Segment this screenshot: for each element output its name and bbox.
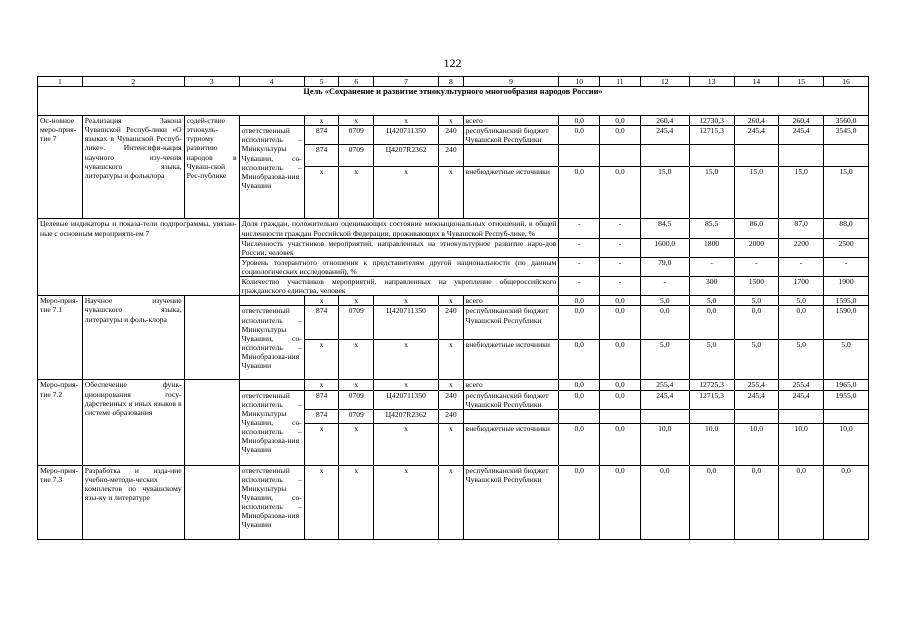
value-cell: 245,4 <box>734 126 779 145</box>
value-cell: 0,0 <box>559 126 600 145</box>
value-cell: 15,0 <box>734 167 779 219</box>
value-cell: 0,0 <box>600 116 641 126</box>
executor-cell: ответственный исполнитель – Минкультуры Чувашии, со-исполнитель – Минобразова-ния Чувашии <box>239 126 304 219</box>
value-cell: 10,0 <box>640 423 689 465</box>
value-cell: - <box>640 277 689 296</box>
value-cell: 86,0 <box>734 219 779 238</box>
value-cell: 10,0 <box>734 423 779 465</box>
activity-number: Ос-новное меро-прия-тие 7 <box>38 116 83 219</box>
code-cell: x <box>374 340 439 380</box>
value-cell: 245,4 <box>734 390 779 409</box>
value-cell: 1955,0 <box>824 390 869 409</box>
expense-type-code: x <box>439 116 463 126</box>
value-cell: 15,0 <box>824 167 869 219</box>
value-cell: 79,0 <box>640 257 689 276</box>
target-article-code: Ц4207R2362 <box>374 145 439 167</box>
value-cell: 260,4 <box>640 116 689 126</box>
value-cell: 12730,3 <box>689 116 734 126</box>
value-cell <box>779 409 824 423</box>
value-cell: 245,4 <box>779 390 824 409</box>
column-number: 14 <box>734 77 779 87</box>
value-cell: 245,4 <box>640 126 689 145</box>
value-cell: 2500 <box>824 238 869 257</box>
value-cell: 0,0 <box>559 167 600 219</box>
target-article-code: x <box>374 116 439 126</box>
activity-7-3 <box>38 465 869 539</box>
activity-number: Меро-прия-тие 7.3 <box>38 465 83 539</box>
code-cell: Ц420711350 <box>374 306 439 340</box>
grbs-code: 874 <box>304 126 339 145</box>
column-number: 11 <box>600 77 641 87</box>
value-cell: - <box>779 257 824 276</box>
value-cell: 0,0 <box>559 296 600 306</box>
value-cell: 5,0 <box>824 340 869 380</box>
code-cell: x <box>439 465 463 539</box>
column-number-row <box>38 77 869 87</box>
code-cell: 240 <box>439 306 463 340</box>
code-cell: 874 <box>304 306 339 340</box>
activity-7-1 <box>38 296 869 380</box>
value-cell: 84,5 <box>640 219 689 238</box>
column-number: 12 <box>640 77 689 87</box>
value-cell: 0,0 <box>559 380 600 390</box>
funding-source: внебюджетные источники <box>463 167 559 219</box>
code-cell: x <box>374 296 439 306</box>
section-code: x <box>339 380 374 390</box>
value-cell: - <box>600 219 641 238</box>
expense-type-code: 240 <box>439 409 463 423</box>
goal-row <box>38 87 869 116</box>
value-cell: - <box>600 238 641 257</box>
column-number: 7 <box>374 77 439 87</box>
grbs-code: x <box>304 380 339 390</box>
section-code: x <box>339 116 374 126</box>
executor-cell: ответственный исполнитель – Минкультуры Чувашии, со-исполнитель – Минобразова-ния Чувашии <box>239 390 304 465</box>
value-cell: 0,0 <box>600 423 641 465</box>
value-cell: 12715,3 <box>689 126 734 145</box>
value-cell: 300 <box>689 277 734 296</box>
code-cell: 0709 <box>339 306 374 340</box>
value-cell <box>600 409 641 423</box>
value-cell <box>824 409 869 423</box>
value-cell: - <box>559 257 600 276</box>
value-cell <box>559 409 600 423</box>
section-code: 0709 <box>339 126 374 145</box>
value-cell: 0,0 <box>779 306 824 340</box>
funding-source: республиканский бюджет Чувашской Республики <box>463 126 559 145</box>
funding-source: республиканский бюджет Чувашской Республики <box>463 390 559 409</box>
code-cell: x <box>304 465 339 539</box>
value-cell: - <box>600 257 641 276</box>
section-code: 0709 <box>339 409 374 423</box>
activity-number: Меро-прия-тие 7.1 <box>38 296 83 380</box>
value-cell: 0,0 <box>689 306 734 340</box>
value-cell: 0,0 <box>640 465 689 539</box>
value-cell: 0,0 <box>600 390 641 409</box>
activity-effect <box>184 465 239 539</box>
section-code: 0709 <box>339 145 374 167</box>
value-cell <box>640 145 689 167</box>
value-cell: 260,4 <box>779 116 824 126</box>
code-cell: x <box>439 340 463 380</box>
value-cell: 0,0 <box>824 465 869 539</box>
value-cell: 12715,3 <box>689 390 734 409</box>
indicator-text: Количество участников мероприятий, направленных на укрепление общероссийского гражданского единства, человек <box>239 277 559 296</box>
expense-type-code: 240 <box>439 126 463 145</box>
value-cell: 15,0 <box>779 167 824 219</box>
expense-type-code: 240 <box>439 390 463 409</box>
activity-name: Научное изучение чувашского языка, литературы и фоль-клора <box>82 296 184 380</box>
value-cell: 0,0 <box>559 340 600 380</box>
value-cell: 88,0 <box>824 219 869 238</box>
expense-type-code: x <box>439 380 463 390</box>
column-number: 13 <box>689 77 734 87</box>
value-cell: 0,0 <box>600 306 641 340</box>
value-cell: 0,0 <box>600 296 641 306</box>
grbs-code: x <box>304 167 339 219</box>
value-cell: 0,0 <box>559 116 600 126</box>
value-cell: 245,4 <box>779 126 824 145</box>
indicators-label: Целевые индикаторы и показа-тели подпрограммы, увязан-ные с основным мероприяти-ем 7 <box>38 219 240 296</box>
value-cell: 0,0 <box>600 340 641 380</box>
value-cell: 5,0 <box>779 296 824 306</box>
executor-cell <box>239 296 304 306</box>
column-number: 8 <box>439 77 463 87</box>
value-cell: 5,0 <box>689 340 734 380</box>
value-cell: 0,0 <box>559 306 600 340</box>
value-cell: 1590,0 <box>824 306 869 340</box>
value-cell: - <box>689 257 734 276</box>
value-cell <box>600 145 641 167</box>
indicator-text: Доля граждан, положительно оценивающих состояние межнациональных отношений, в общей численности граждан Российской Федерации, проживающих в Чувашской Респуб-лике, % <box>239 219 559 238</box>
executor-cell <box>239 380 304 390</box>
value-cell: 0,0 <box>734 306 779 340</box>
value-cell: 5,0 <box>640 296 689 306</box>
value-cell: - <box>734 257 779 276</box>
target-indicators <box>38 219 869 296</box>
value-cell: 5,0 <box>779 340 824 380</box>
value-cell: 5,0 <box>734 340 779 380</box>
target-article-code: x <box>374 167 439 219</box>
column-number: 10 <box>559 77 600 87</box>
page-number: 122 <box>443 56 462 70</box>
value-cell: 0,0 <box>734 465 779 539</box>
value-cell: 87,0 <box>779 219 824 238</box>
value-cell <box>734 145 779 167</box>
funding-source <box>463 145 559 167</box>
value-cell: 245,4 <box>640 390 689 409</box>
value-cell: 255,4 <box>640 380 689 390</box>
executor-cell: ответственный исполнитель – Минкультуры Чувашии, со-исполнитель – Минобразова-ния Чувашии <box>239 465 304 539</box>
value-cell <box>734 409 779 423</box>
value-cell: 3545,0 <box>824 126 869 145</box>
value-cell: 0,0 <box>559 423 600 465</box>
funding-source: всего <box>463 296 559 306</box>
value-cell: 1800 <box>689 238 734 257</box>
grbs-code: x <box>304 423 339 465</box>
value-cell: 5,0 <box>640 340 689 380</box>
value-cell: 10,0 <box>779 423 824 465</box>
value-cell: - <box>600 277 641 296</box>
value-cell: 10,0 <box>824 423 869 465</box>
value-cell: 5,0 <box>689 296 734 306</box>
value-cell: 1700 <box>779 277 824 296</box>
table-row <box>38 380 869 390</box>
value-cell <box>689 145 734 167</box>
value-cell: - <box>559 238 600 257</box>
column-number: 15 <box>779 77 824 87</box>
grbs-code: x <box>304 116 339 126</box>
value-cell: 12725,3 <box>689 380 734 390</box>
value-cell: 1600,0 <box>640 238 689 257</box>
column-number: 3 <box>184 77 239 87</box>
expense-type-code: x <box>439 423 463 465</box>
activity-number: Меро-прия-тие 7.2 <box>38 380 83 465</box>
grbs-code: 874 <box>304 409 339 423</box>
column-number: 5 <box>304 77 339 87</box>
column-number: 16 <box>824 77 869 87</box>
value-cell: 0,0 <box>689 465 734 539</box>
value-cell: 0,0 <box>779 465 824 539</box>
executor-cell <box>239 116 304 126</box>
target-article-code: x <box>374 423 439 465</box>
value-cell: 1595,0 <box>824 296 869 306</box>
value-cell: 260,4 <box>734 116 779 126</box>
column-number: 6 <box>339 77 374 87</box>
code-cell: x <box>339 340 374 380</box>
main-activity-7 <box>38 116 869 219</box>
funding-source: внебюджетные источники <box>463 423 559 465</box>
grbs-code: 874 <box>304 145 339 167</box>
value-cell: 2000 <box>734 238 779 257</box>
value-cell: 255,4 <box>734 380 779 390</box>
table-row <box>38 116 869 126</box>
value-cell: 85,5 <box>689 219 734 238</box>
value-cell: 0,0 <box>600 126 641 145</box>
value-cell: 0,0 <box>600 465 641 539</box>
value-cell: 0,0 <box>640 306 689 340</box>
indicator-text: Уровень толерантного отношения к представителям другой национальности (по данным социологических исследований), % <box>239 257 559 276</box>
funding-source: всего <box>463 116 559 126</box>
value-cell: - <box>559 277 600 296</box>
target-article-code: Ц420711350 <box>374 390 439 409</box>
activity-effect <box>184 380 239 465</box>
target-article-code: x <box>374 380 439 390</box>
value-cell: 15,0 <box>689 167 734 219</box>
code-cell: x <box>339 465 374 539</box>
value-cell: 5,0 <box>734 296 779 306</box>
activity-name: Разработка и изда-ние учебно-методи-ческих комплектов по чувашскому язы-ку и литературе <box>82 465 184 539</box>
value-cell <box>779 145 824 167</box>
code-cell: x <box>304 296 339 306</box>
value-cell: - <box>824 257 869 276</box>
code-cell: x <box>374 465 439 539</box>
code-cell: x <box>439 296 463 306</box>
funding-source: республиканский бюджет Чувашской Республики <box>463 465 559 539</box>
target-article-code: Ц4207R2362 <box>374 409 439 423</box>
value-cell: 0,0 <box>559 390 600 409</box>
value-cell: 1900 <box>824 277 869 296</box>
activity-7-2 <box>38 380 869 465</box>
grbs-code: 874 <box>304 390 339 409</box>
funding-source: республиканский бюджет Чувашской Республики <box>463 306 559 340</box>
section-code: 0709 <box>339 390 374 409</box>
value-cell <box>559 145 600 167</box>
value-cell <box>689 409 734 423</box>
activity-name: Обеспечение функ-ционирования госу-дарственных и иных языков в системе образования <box>82 380 184 465</box>
value-cell: 1965,0 <box>824 380 869 390</box>
value-cell: 1500 <box>734 277 779 296</box>
value-cell: 2200 <box>779 238 824 257</box>
column-number: 4 <box>239 77 304 87</box>
funding-source <box>463 409 559 423</box>
activity-effect <box>184 296 239 380</box>
value-cell: 15,0 <box>640 167 689 219</box>
code-cell: x <box>339 296 374 306</box>
value-cell: 10,0 <box>689 423 734 465</box>
section-code: x <box>339 423 374 465</box>
value-cell <box>824 145 869 167</box>
value-cell: 0,0 <box>600 167 641 219</box>
funding-source: всего <box>463 380 559 390</box>
table-row <box>38 465 869 539</box>
value-cell: 0,0 <box>559 465 600 539</box>
column-number: 2 <box>82 77 184 87</box>
executor-cell: ответственный исполнитель – Минкультуры Чувашии, со-исполнитель – Минобразова-ния Чувашии <box>239 306 304 380</box>
activity-effect: содей-ствие этнокуль-турному развитию народов в Чуваш-ской Рес-публике <box>184 116 239 219</box>
program-table <box>37 76 869 540</box>
table-row <box>38 296 869 306</box>
indicator-row <box>38 219 869 238</box>
activity-name: Реализация Закона Чувашской Респуб-лики «О языках в Чувашской Респуб-лике». Интенсифи-кация научного изу-чения чувашского языка, литературы и фольклора <box>82 116 184 219</box>
funding-source: внебюджетные источники <box>463 340 559 380</box>
value-cell <box>640 409 689 423</box>
value-cell: - <box>559 219 600 238</box>
expense-type-code: x <box>439 167 463 219</box>
target-article-code: Ц420711350 <box>374 126 439 145</box>
column-number: 9 <box>463 77 559 87</box>
indicator-text: Численность участников мероприятий, направленных на этнокультурное развитие наро-дов России, человек <box>239 238 559 257</box>
value-cell: 3560,0 <box>824 116 869 126</box>
value-cell: 255,4 <box>779 380 824 390</box>
goal-title: Цель «Сохранение и развитие этнокультурного многообразия народов России» <box>38 87 869 116</box>
value-cell: 0,0 <box>600 380 641 390</box>
column-number: 1 <box>38 77 83 87</box>
section-code: x <box>339 167 374 219</box>
code-cell: x <box>304 340 339 380</box>
expense-type-code: 240 <box>439 145 463 167</box>
